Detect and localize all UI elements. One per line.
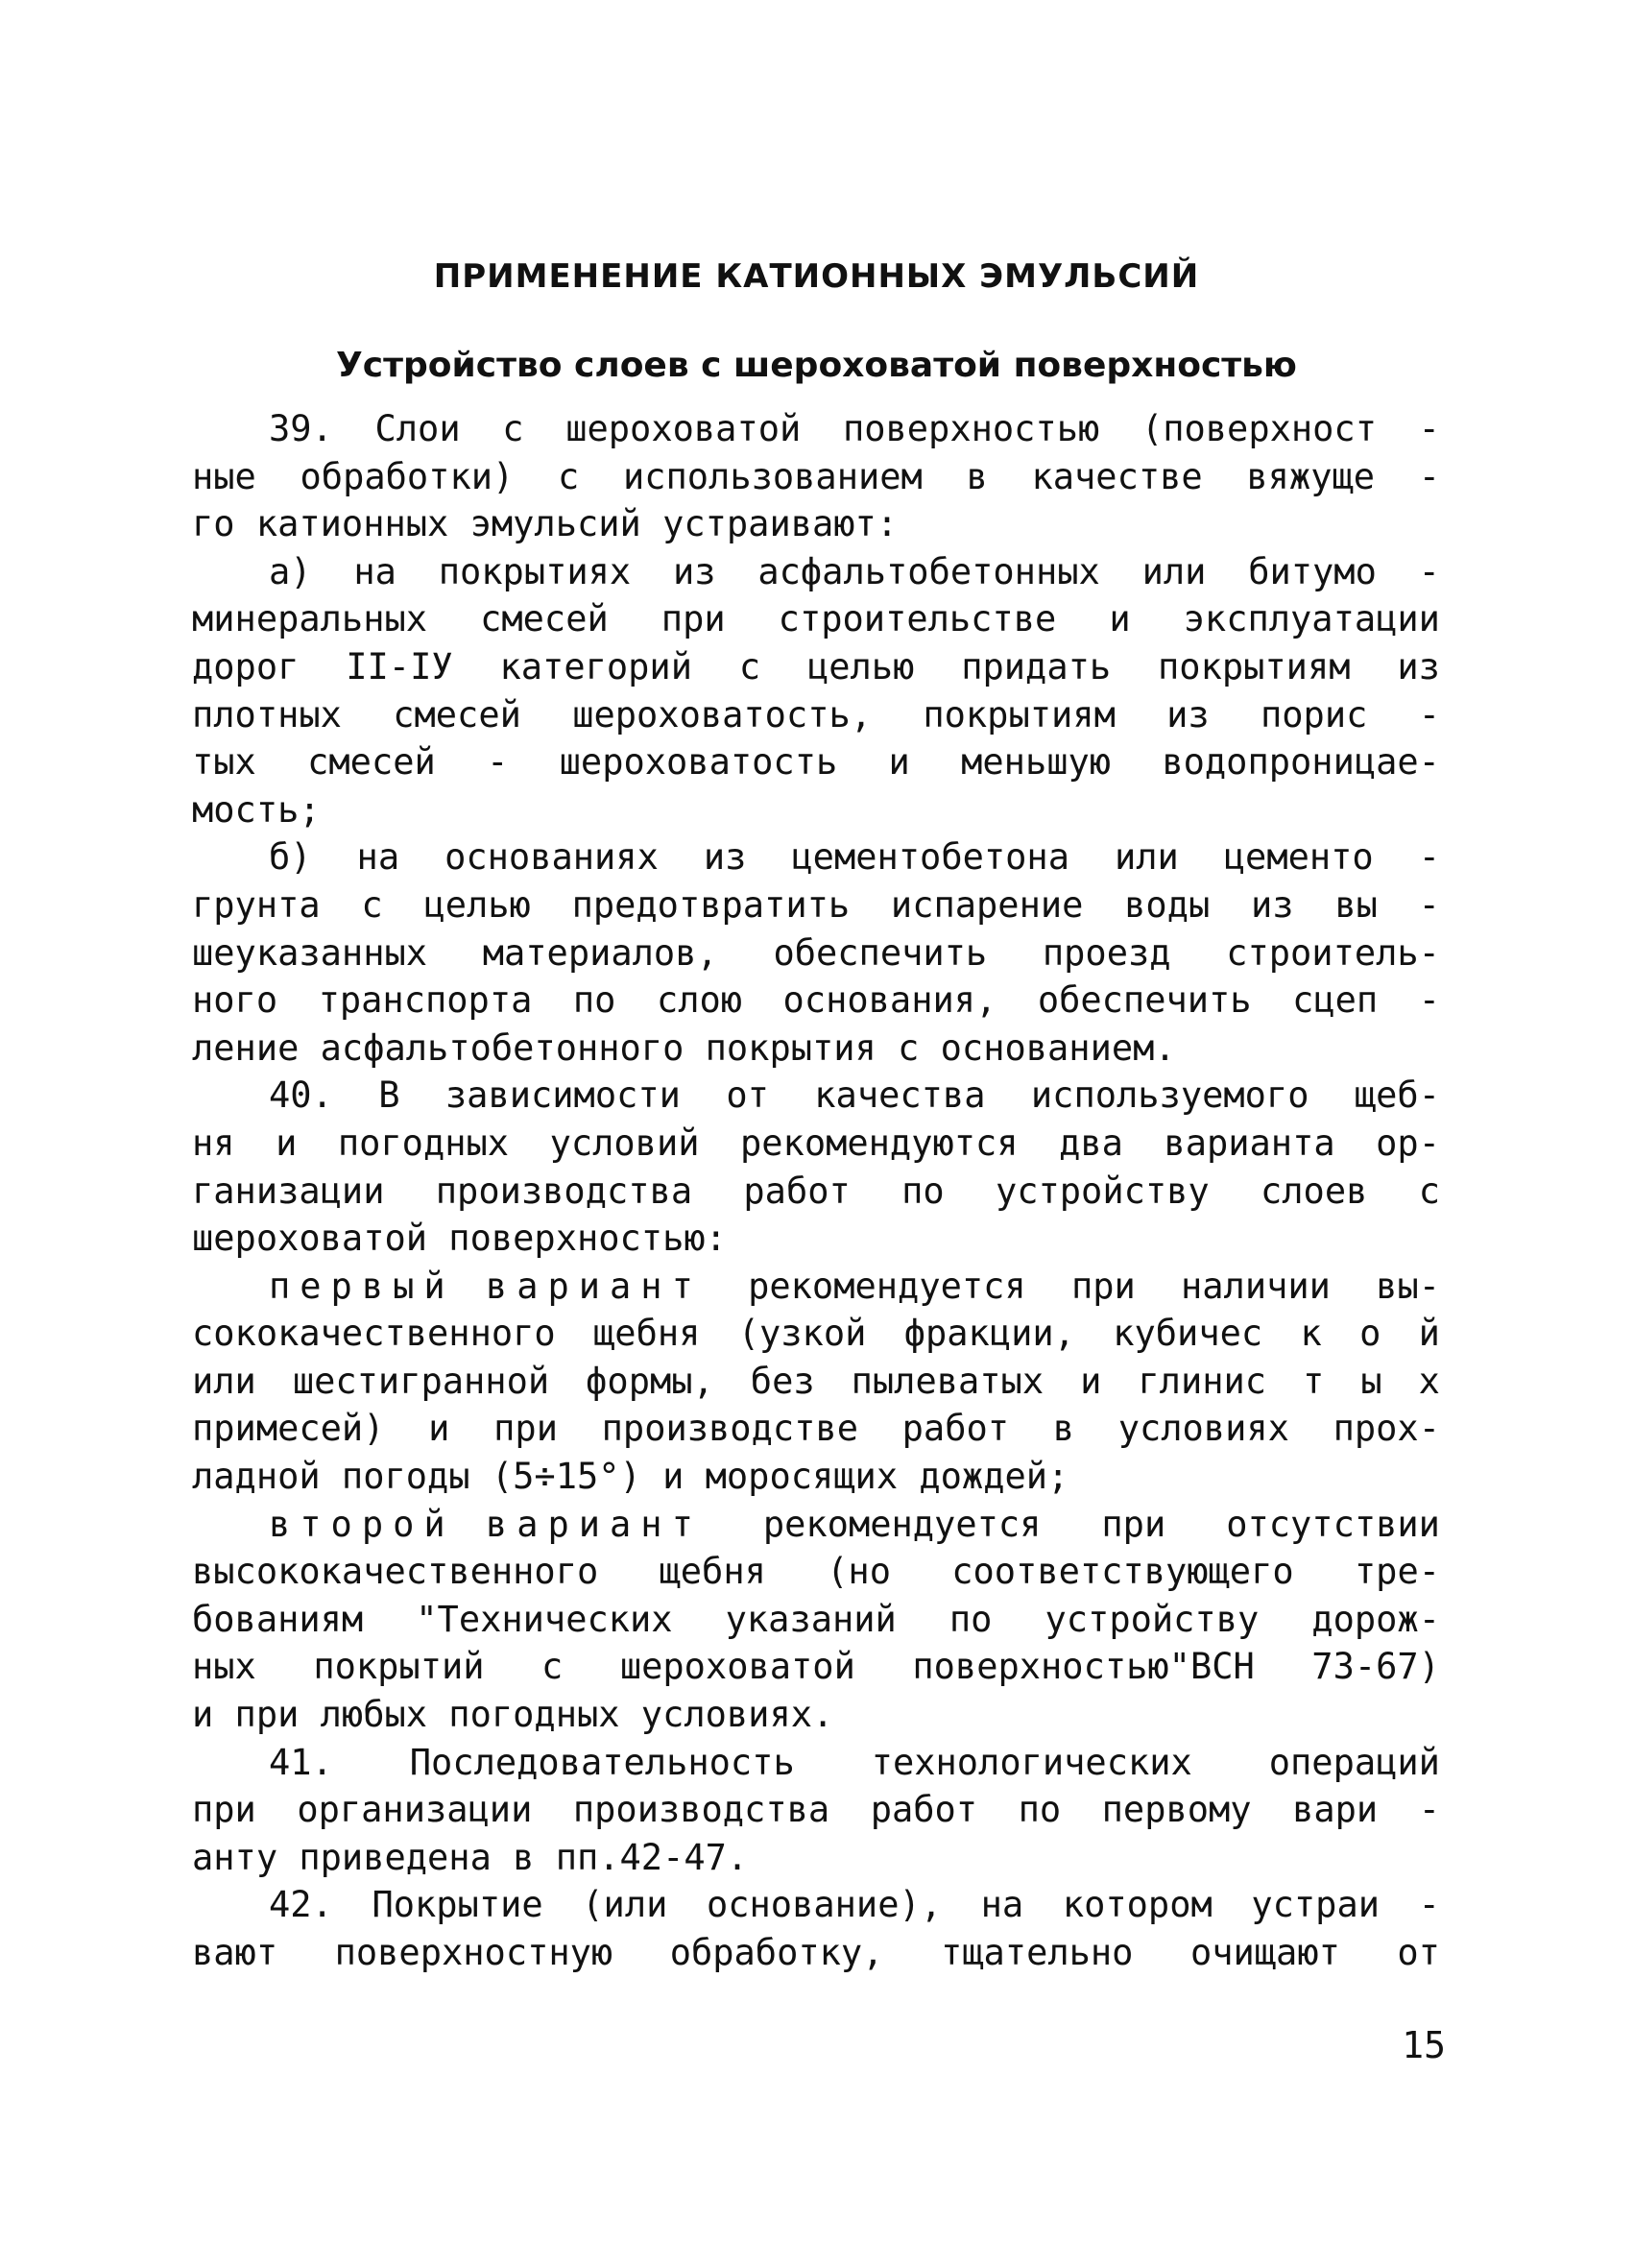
text-line: 41. Последовательность технологических операций: [269, 1741, 1440, 1783]
text-line: ные обработки) с использованием в качестве вяжуще -: [192, 455, 1440, 497]
text-line: примесей) и при производстве работ в условиях прох-: [192, 1408, 1440, 1450]
text-line: 39. Слои с шероховатой поверхностью (поверхност -: [269, 408, 1440, 449]
text-line: ладной погоды (5÷15°) и моросящих дождей;: [192, 1456, 1069, 1498]
text-line: шеуказанных материалов, обеспечить проезд строитель-: [192, 931, 1440, 974]
text-line: мость;: [192, 788, 321, 831]
text-line: второй вариант рекомендуется при отсутствии: [269, 1503, 1440, 1545]
text-line: первый вариант рекомендуется при наличии вы-: [269, 1265, 1440, 1307]
text-line: ление асфальтобетонного покрытия с основанием.: [192, 1026, 1176, 1069]
text-line: высококачественного щебня (но соответствующего тре-: [192, 1551, 1440, 1593]
body-text: [192, 405, 1440, 1977]
text-line: го катионных эмульсий устраивают:: [192, 503, 899, 545]
text-line: ных покрытий с шероховатой поверхностью"ВСН 73-67): [192, 1646, 1440, 1688]
text-line: 40. В зависимости от качества используемого щеб-: [269, 1074, 1440, 1117]
text-line: минеральных смесей при строительстве и эксплуатации: [192, 598, 1440, 640]
text-line: дорог II-IУ категорий с целью придать покрытиям из: [192, 645, 1440, 688]
text-line: и при любых погодных условиях.: [192, 1694, 834, 1736]
text-line: ганизации производства работ по устройству слоев с: [192, 1170, 1440, 1212]
text-line: ного транспорта по слою основания, обеспечить сцеп -: [192, 979, 1440, 1022]
text-line: бованиям "Технических указаний по устройству дорож-: [192, 1598, 1440, 1640]
text-line: а) на покрытиях из асфальтобетонных или битумо -: [269, 550, 1440, 592]
text-line: при организации производства работ по первому вари -: [192, 1789, 1440, 1831]
text-line: или шестигранной формы, без пылеватых и глинис т ы х: [192, 1360, 1440, 1402]
text-line: ня и погодных условий рекомендуются два варианта ор-: [192, 1122, 1440, 1164]
section-title: ПРИМЕНЕНИЕ КАТИОННЫХ ЭМУЛЬСИЙ: [433, 257, 1200, 296]
text-line: плотных смесей шероховатость, покрытиям из порис -: [192, 693, 1440, 736]
text-line: вают поверхностную обработку, тщательно очищают от: [192, 1932, 1440, 1973]
text-line: сококачественного щебня (узкой фракции, кубичес к о й: [192, 1313, 1440, 1355]
text-line: тых смесей - шероховатость и меньшую водопроницае-: [192, 741, 1440, 784]
text-line: анту приведена в пп.42-47.: [192, 1836, 749, 1878]
text-line: грунта с целью предотвратить испарение воды из вы -: [192, 883, 1440, 926]
text-line: 42. Покрытие (или основание), на котором устраи -: [269, 1884, 1440, 1926]
subsection-title: Устройство слоев с шероховатой поверхностью: [336, 346, 1297, 385]
text-line: шероховатой поверхностью:: [192, 1218, 727, 1260]
page-number: 15: [1402, 2024, 1446, 2066]
text-line: б) на основаниях из цементобетона или цементо -: [269, 836, 1440, 879]
